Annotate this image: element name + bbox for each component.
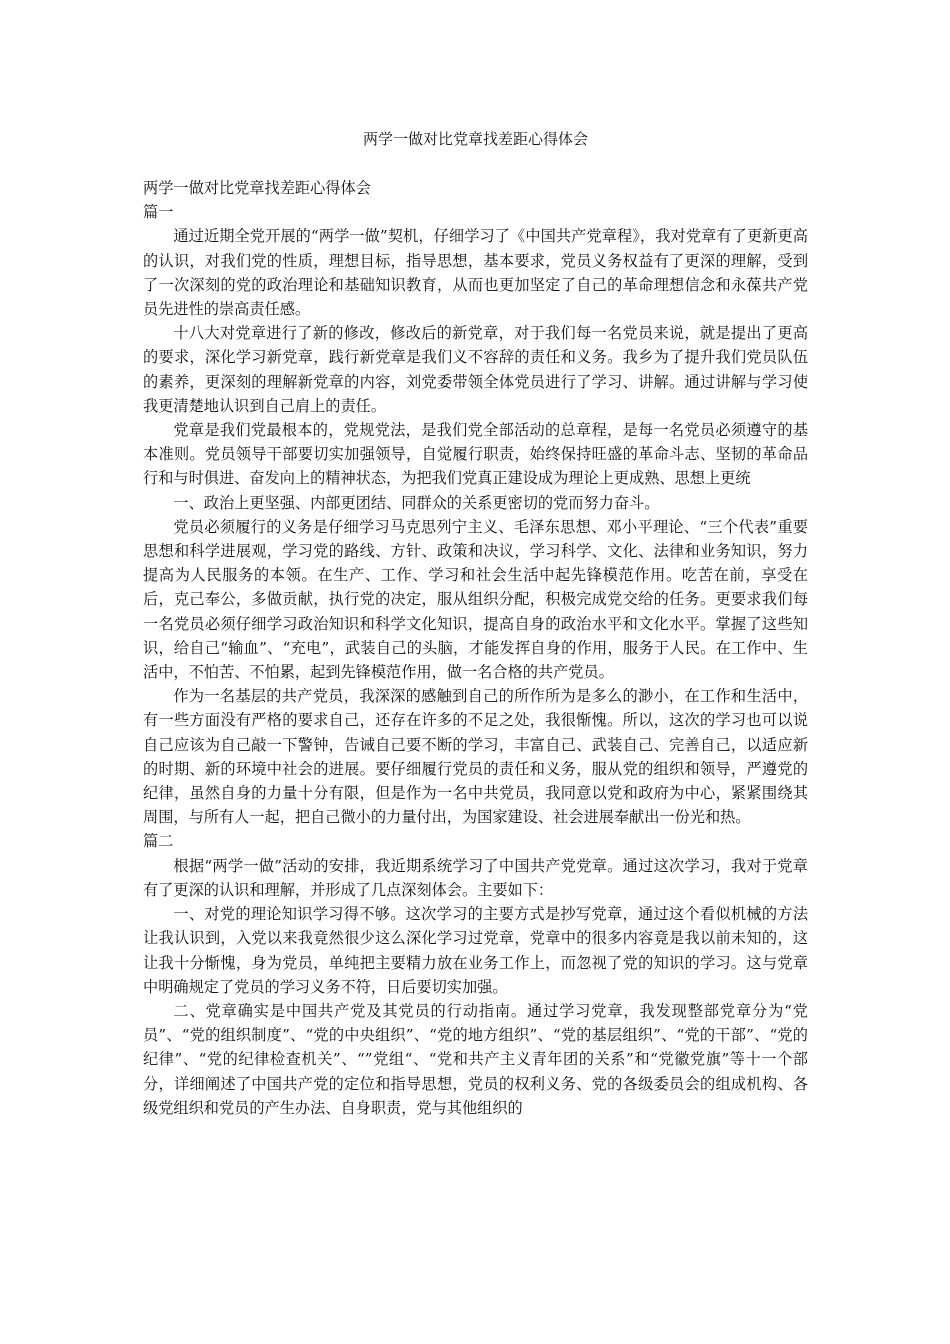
paragraph: 党员必须履行的义务是仔细学习马克思列宁主义、毛泽东思想、邓小平理论、“三个代表”重要思想和科学进展观，学习党的路线、方针、政策和决议，学习科学、文化、法律和业务知识，努力提高为人民服务的本领。在生产、工作、学习和社会生活中起先锋模范作用。吃苦在前，享受在后，克己奉公，多做贡献，执行党的决定，服从组织分配，积极完成党交给的任务。更要求我们每一名党员必须仔细学习政治知识和科学文化知识，提高自身的政治水平和文化水平。掌握了这些知识，给自己“输血”、“充电”，武装自己的头脑，才能发挥自身的作用，服务于人民。在工作中、生活中，不怕苦、不怕累，起到先锋模范作用，做一名合格的共产党员。	[143, 517, 808, 682]
document-subtitle: 两学一做对比党章找差距心得体会	[143, 179, 371, 197]
paragraph: 作为一名基层的共产党员，我深深的感触到自己的所作所为是多么的渺小，在工作和生活中，有一些方面没有严格的要求自己，还存在许多的不足之处，我很惭愧。所以，这次的学习也可以说自己应该为自己敲一下警钟，告诫自己要不断的学习，丰富自己、武装自己、完善自己，以适应新的时期、新的环境中社会的进展。要仔细履行党员的责任和义务，服从党的组织和领导，严遵党的纪律，虽然自身的力量十分有限，但是作为一名中共党员，我同意以党和政府为中心，紧紧围绕其周围，与所有人一起，把自己微小的力量付出，为国家建设、社会进展奉献出一份光和热。	[143, 687, 808, 827]
paragraph: 一、对党的理论知识学习得不够。这次学习的主要方式是抄写党章，通过这个看似机械的方法让我认识到，入党以来我竟然很少这么深化学习过党章，党章中的很多内容竟是我以前未知的，这让我十分惭愧，身为党员，单纯把主要精力放在业务工作上，而忽视了党的知识的学习。这与党章中明确规定了党员的学习义务不符，日后要切实加强。	[143, 905, 808, 996]
paragraph: 根据“两学一做”活动的安排，我近期系统学习了中国共产党党章。通过这次学习，我对于党章有了更深的认识和理解，并形成了几点深刻体会。主要如下：	[143, 856, 808, 899]
paragraph: 二、党章确实是中国共产党及其党员的行动指南。通过学习党章，我发现整部党章分为“党员”、“党的组织制度”、“党的中央组织”、“党的地方组织”、“党的基层组织”、“党的干部”、“党的纪律”、“党的纪律检查机关”、“”党组“、“党和共产主义青年团的关系”和“党徽党旗”等十一个部分，详细阐述了中国共产党的定位和指导思想，党员的权利义务、党的各级委员会的组成机构、各级党组织和党员的产生办法、自身职责，党与其他组织的	[143, 1001, 808, 1117]
document-body	[143, 176, 808, 1120]
document-title: 两学一做对比党章找差距心得体会	[362, 130, 588, 148]
paragraph: 党章是我们党最根本的，党规党法，是我们党全部活动的总章程，是每一名党员必须遵守的基本准则。党员领导干部要切实加强领导，自觉履行职责，始终保持旺盛的革命斗志、坚韧的革命品行和与时俱进、奋发向上的精神状态，为把我们党真正建设成为理论上更成熟、思想上更统	[143, 421, 808, 488]
paragraph: 十八大对党章进行了新的修改，修改后的新党章，对于我们每一名党员来说，就是提出了更高的要求，深化学习新党章，践行新党章是我们义不容辞的责任和义务。我乡为了提升我们党员队伍的素养，更深刻的理解新党章的内容，刘党委带领全体党员进行了学习、讲解。通过讲解与学习使我更清楚地认识到自己肩上的责任。	[143, 324, 808, 415]
section-label-1: 篇一	[143, 203, 174, 222]
paragraph: 通过近期全党开展的“两学一做”契机，仔细学习了《中国共产党章程》，我对党章有了更新更高的认识，对我们党的性质，理想目标，指导思想，基本要求，党员义务权益有了更深的理解，受到了一次深刻的党的政治理论和基础知识教育，从而也更加坚定了自己的革命理想信念和永葆共产党员先进性的崇高责任感。	[143, 227, 808, 319]
section-label-2: 篇二	[143, 832, 174, 851]
paragraph: 一、政治上更坚强、内部更团结、同群众的关系更密切的党而努力奋斗。	[173, 493, 660, 512]
